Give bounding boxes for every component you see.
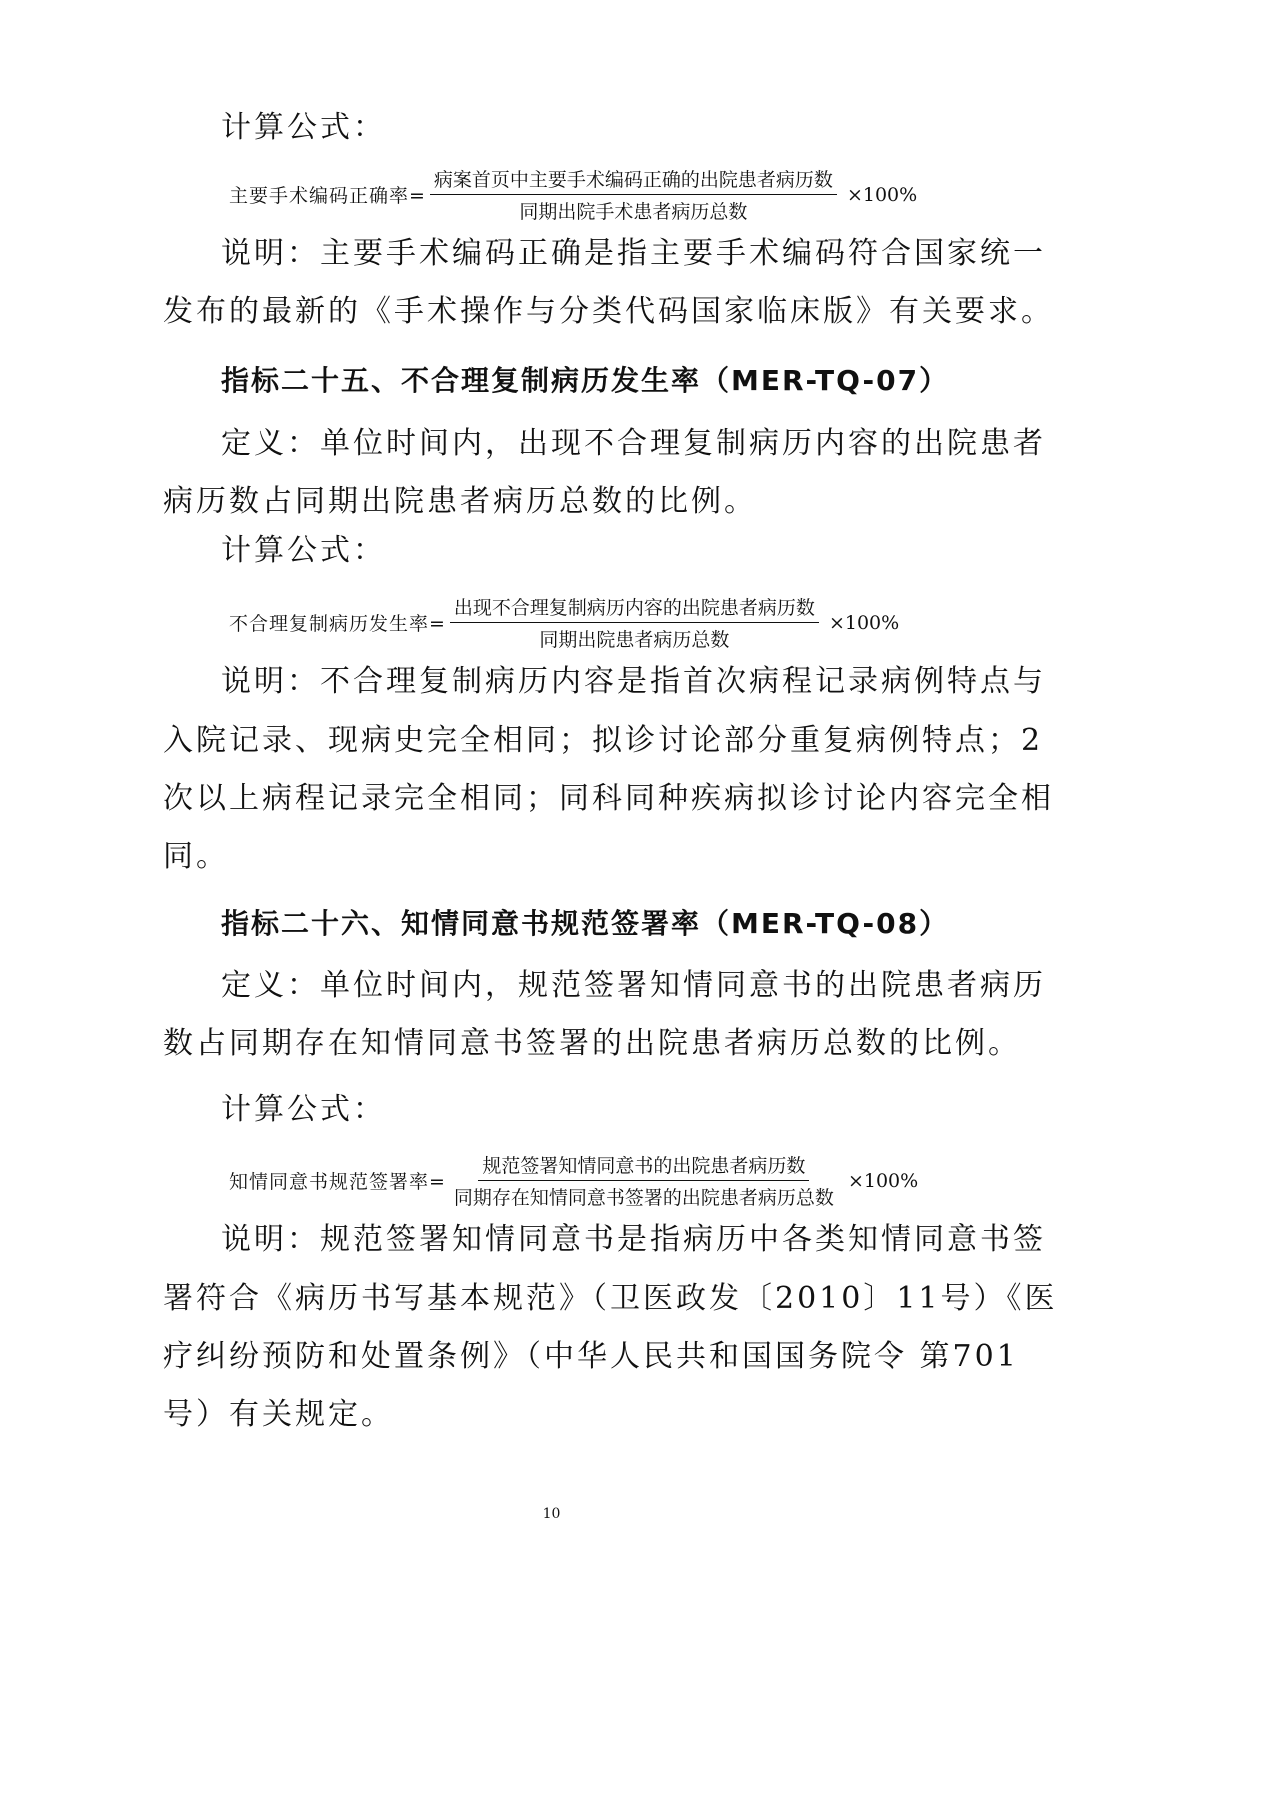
explanation-line: 说明：不合理复制病历内容是指首次病程记录病例特点与 bbox=[221, 664, 1046, 699]
calc-label: 计算公式： bbox=[221, 1092, 386, 1127]
formula-main-surgery-coding bbox=[229, 165, 917, 224]
indicator-25-title: 指标二十五、不合理复制病历发生率（MER-TQ-07） bbox=[221, 364, 950, 397]
formula-numerator: 规范签署知情同意书的出院患者病历数 bbox=[478, 1151, 809, 1181]
formula-fraction bbox=[450, 593, 819, 652]
formula-denominator: 同期出院手术患者病历总数 bbox=[519, 201, 748, 223]
formula-lhs: 知情同意书规范签署率= bbox=[229, 1171, 446, 1193]
explanation-line: 说明：主要手术编码正确是指主要手术编码符合国家统一 bbox=[221, 236, 1046, 271]
definition-line: 病历数占同期出院患者病历总数的比例。 bbox=[163, 484, 757, 519]
formula-unreasonable-copy-rate bbox=[229, 593, 899, 652]
definition-line: 数占同期存在知情同意书签署的出院患者病历总数的比例。 bbox=[163, 1026, 1021, 1061]
page-number: 10 bbox=[542, 1506, 561, 1522]
indicator-26-title: 指标二十六、知情同意书规范签署率（MER-TQ-08） bbox=[221, 907, 950, 940]
explanation-line: 疗纠纷预防和处置条例》（中华人民共和国国务院令 第701 bbox=[163, 1339, 1019, 1374]
formula-numerator: 出现不合理复制病历内容的出院患者病历数 bbox=[450, 593, 819, 623]
definition-line: 定义：单位时间内，出现不合理复制病历内容的出院患者 bbox=[221, 426, 1046, 461]
definition-line: 定义：单位时间内，规范签署知情同意书的出院患者病历 bbox=[221, 968, 1046, 1003]
formula-numerator: 病案首页中主要手术编码正确的出院患者病历数 bbox=[430, 165, 837, 195]
formula-multiplier: ×100% bbox=[847, 1169, 919, 1192]
explanation-line: 次以上病程记录完全相同；同科同种疾病拟诊讨论内容完全相 bbox=[163, 781, 1054, 816]
formula-multiplier: ×100% bbox=[828, 611, 900, 634]
explanation-line: 说明：规范签署知情同意书是指病历中各类知情同意书签 bbox=[221, 1222, 1046, 1257]
calc-label: 计算公式： bbox=[221, 533, 386, 568]
explanation-line: 入院记录、现病史完全相同；拟诊讨论部分重复病例特点；2 bbox=[163, 723, 1044, 758]
explanation-line: 同。 bbox=[163, 839, 229, 874]
formula-fraction bbox=[430, 165, 837, 224]
formula-multiplier: ×100% bbox=[846, 183, 918, 206]
formula-consent-signing-rate bbox=[229, 1151, 918, 1210]
explanation-line: 发布的最新的《手术操作与分类代码国家临床版》有关要求。 bbox=[163, 294, 1054, 329]
explanation-line: 署符合《病历书写基本规范》（卫医政发〔2010〕11号）《医 bbox=[163, 1281, 1058, 1316]
explanation-line: 号）有关规定。 bbox=[163, 1397, 394, 1432]
calc-label: 计算公式： bbox=[221, 110, 386, 145]
formula-denominator: 同期出院患者病历总数 bbox=[539, 629, 730, 651]
formula-fraction bbox=[450, 1151, 838, 1210]
formula-lhs: 不合理复制病历发生率= bbox=[229, 613, 446, 635]
formula-lhs: 主要手术编码正确率= bbox=[229, 185, 426, 207]
formula-denominator: 同期存在知情同意书签署的出院患者病历总数 bbox=[453, 1187, 834, 1209]
